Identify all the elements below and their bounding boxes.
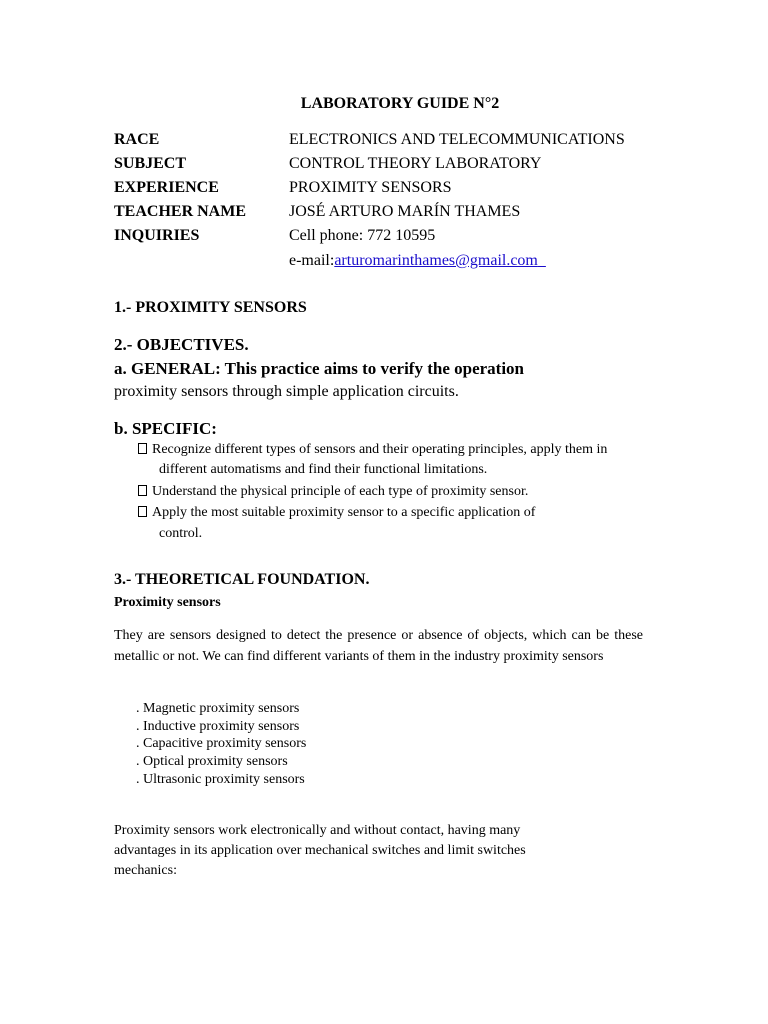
- subject-value: CONTROL THEORY LABORATORY: [289, 155, 542, 172]
- teacher-name-label: TEACHER NAME: [114, 203, 247, 220]
- subject-label: SUBJECT: [114, 155, 187, 172]
- proximity-sensors-subheading: Proximity sensors: [114, 595, 221, 610]
- specific-item-3-cont: control.: [159, 526, 203, 541]
- teacher-name-value: JOSÉ ARTURO MARÍN THAMES: [289, 203, 521, 220]
- inquiries-label: INQUIRIES: [114, 227, 200, 244]
- bullet-box-icon: [138, 485, 147, 496]
- bullet-box-icon: [138, 443, 147, 454]
- email-prefix: e-mail:: [289, 252, 335, 269]
- specific-item-2: Understand the physical principle of each type of proximity sensor.: [138, 484, 528, 500]
- sensor-type-item: . Magnetic proximity sensors: [136, 701, 300, 716]
- sensor-type-item: . Ultrasonic proximity sensors: [136, 772, 305, 787]
- section-proximity-sensors: 1.- PROXIMITY SENSORS: [114, 299, 307, 316]
- experience-label: EXPERIENCE: [114, 179, 219, 196]
- general-objective-text: proximity sensors through simple application circuits.: [114, 383, 459, 400]
- specific-item-3: Apply the most suitable proximity sensor to a specific application of: [138, 505, 535, 521]
- general-objective-heading: a. GENERAL: This practice aims to verify the operation: [114, 359, 525, 378]
- specific-item-1: Recognize different types of sensors and their operating principles, apply them in: [138, 442, 607, 458]
- paragraph-intro: They are sensors designed to detect the presence or absence of objects, which can be these metallic or not. We can find different variants of them in the industry proximity sensors: [114, 628, 643, 664]
- sensor-type-item: . Inductive proximity sensors: [136, 719, 300, 734]
- phone-value: Cell phone: 772 10595: [289, 227, 436, 244]
- bullet-box-icon: [138, 506, 147, 517]
- experience-value: PROXIMITY SENSORS: [289, 179, 452, 196]
- specific-objectives-heading: b. SPECIFIC:: [114, 419, 217, 438]
- sensor-type-item: . Optical proximity sensors: [136, 754, 288, 769]
- specific-item-1-cont: different automatisms and find their functional limitations.: [159, 462, 488, 477]
- paragraph-advantages-line: advantages in its application over mechanical switches and limit switches: [114, 843, 526, 858]
- race-label: RACE: [114, 131, 160, 148]
- email-line: [289, 252, 546, 270]
- race-value: ELECTRONICS AND TELECOMMUNICATIONS: [289, 131, 625, 148]
- section-objectives: 2.- OBJECTIVES.: [114, 335, 249, 354]
- paragraph-advantages-line: mechanics:: [114, 863, 177, 878]
- sensor-type-item: . Capacitive proximity sensors: [136, 736, 307, 751]
- page-title: LABORATORY GUIDE N°2: [300, 95, 500, 112]
- section-theoretical-foundation: 3.- THEORETICAL FOUNDATION.: [114, 571, 370, 588]
- paragraph-advantages-line: Proximity sensors work electronically and without contact, having many: [114, 823, 521, 838]
- email-link[interactable]: arturomarinthames@gmail.com: [334, 252, 538, 269]
